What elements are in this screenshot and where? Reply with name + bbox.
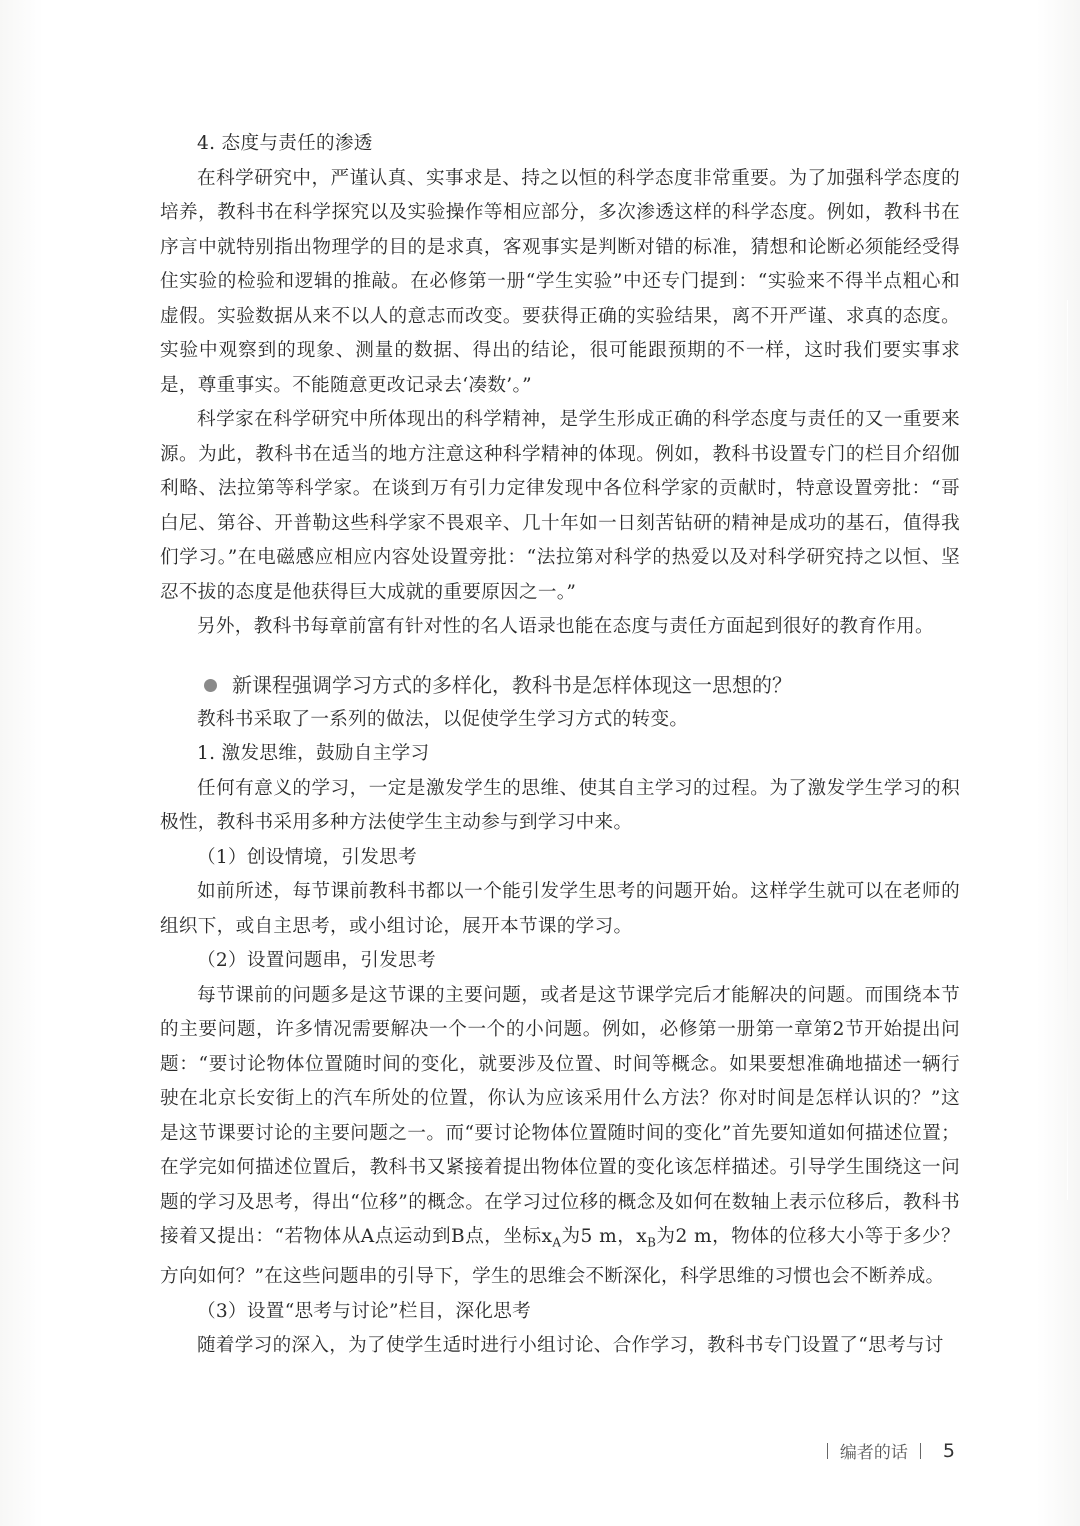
page-edge-shadow bbox=[1067, 300, 1068, 1200]
bullet-icon bbox=[204, 679, 217, 692]
text-run: 为2 m，物体的位移大小等于多少？方向如何？”在这些问题串的引导下，学生的思维会不断深化，科学思维的习惯也会不断养成。 bbox=[160, 1226, 960, 1288]
text-run: 每节课前的问题多是这节课的主要问题，或者是这节课学完后才能解决的问题。而围绕本节的主要问题，许多情况需要解决一个一个的小问题。例如，必修第一册第一章第2节开始提出问题：“要讨论物体位置随时间的变化，就要涉及位置、时间等概念。如果要想准确地描述一辆行驶在北京长安街上的汽车所处的位置，你认为应该采用什么方法？你对时间是怎样认识的？”这是这节课要讨论的主要问题之一。而“要讨论物体位置随时间的变化”首先要知道如何描述位置；在学完如何描述位置后，教科书又紧接着提出物体位置的变化该怎样描述。引导学生围绕这一问题的学习及思考，得出“位移”的概念。在学习过位移的概念及如何在数轴上表示位移后，教科书接着又提出：“若物体从A点运动到B点，坐标x bbox=[160, 984, 960, 1247]
question-text: 新课程强调学习方式的多样化，教科书是怎样体现这一思想的？ bbox=[232, 672, 792, 697]
question-heading bbox=[160, 667, 960, 703]
divider bbox=[920, 1443, 921, 1459]
paragraph: 如前所述，每节课前教科书都以一个能引发学生思考的问题开始。这样学生就可以在老师的组织下，或自主思考，或小组讨论，展开本节课的学习。 bbox=[160, 881, 960, 937]
page-number: 5 bbox=[942, 1439, 955, 1462]
paragraph: 在科学研究中，严谨认真、实事求是、持之以恒的科学态度非常重要。为了加强科学态度的培养，教科书在科学探究以及实验操作等相应部分，多次渗透这样的科学态度。例如，教科书在序言中就特别指出物理学的目的是求真，客观事实是判断对错的标准，猜想和论断必须能经受得住实验的检验和逻辑的推敲。在必修第一册“学生实验”中还专门提到：“实验来不得半点粗心和虚假。实验数据从来不以人的意志而改变。要获得正确的实验结果，离不开严谨、求真的态度。实验中观察到的现象、测量的数据、得出的结论，很可能跟预期的不一样，这时我们要实事求是，尊重事实。不能随意更改记录去‘凑数’。” bbox=[160, 167, 960, 396]
section-heading-s1: 1. 激发思维，鼓励自主学习 bbox=[197, 743, 430, 764]
page-footer bbox=[815, 1438, 955, 1463]
document-body bbox=[160, 127, 960, 1364]
paragraph: 科学家在科学研究中所体现出的科学精神，是学生形成正确的科学态度与责任的又一重要来源。为此，教科书在适当的地方注意这种科学精神的体现。例如，教科书设置专门的栏目介绍伽利略、法拉第等科学家。在谈到万有引力定律发现中各位科学家的贡献时，特意设置旁批：“哥白尼、第谷、开普勒这些科学家不畏艰辛、几十年如一日刻苦钻研的精神是成功的基石，值得我们学习。”在电磁感应相应内容处设置旁批：“法拉第对科学的热爱以及对科学研究持之以恒、坚忍不拔的态度是他获得巨大成就的重要原因之一。” bbox=[160, 409, 960, 603]
section-heading-attitude: 4. 态度与责任的渗透 bbox=[197, 133, 373, 154]
footer-section-label: 编者的话 bbox=[839, 1443, 908, 1463]
subsection-heading-1: （1）创设情境，引发思考 bbox=[197, 846, 417, 868]
paragraph: 随着学习的深入，为了使学生适时进行小组讨论、合作学习，教科书专门设置了“思考与讨 bbox=[197, 1335, 944, 1357]
subscript: A bbox=[552, 1235, 562, 1250]
paragraph bbox=[160, 979, 960, 1295]
subscript: B bbox=[647, 1235, 657, 1250]
paragraph: 另外，教科书每章前富有针对性的名人语录也能在态度与责任方面起到很好的教育作用。 bbox=[197, 616, 934, 637]
text-run: 为5 m，x bbox=[561, 1226, 648, 1247]
paragraph: 教科书采取了一系列的做法，以促使学生学习方式的转变。 bbox=[197, 708, 689, 730]
subsection-heading-3: （3）设置“思考与讨论”栏目，深化思考 bbox=[197, 1300, 532, 1322]
divider bbox=[827, 1443, 828, 1459]
paragraph: 任何有意义的学习，一定是激发学生的思维、使其自主学习的过程。为了激发学生学习的积极性，教科书采用多种方法使学生主动参与到学习中来。 bbox=[160, 777, 960, 833]
subsection-heading-2: （2）设置问题串，引发思考 bbox=[197, 950, 436, 971]
